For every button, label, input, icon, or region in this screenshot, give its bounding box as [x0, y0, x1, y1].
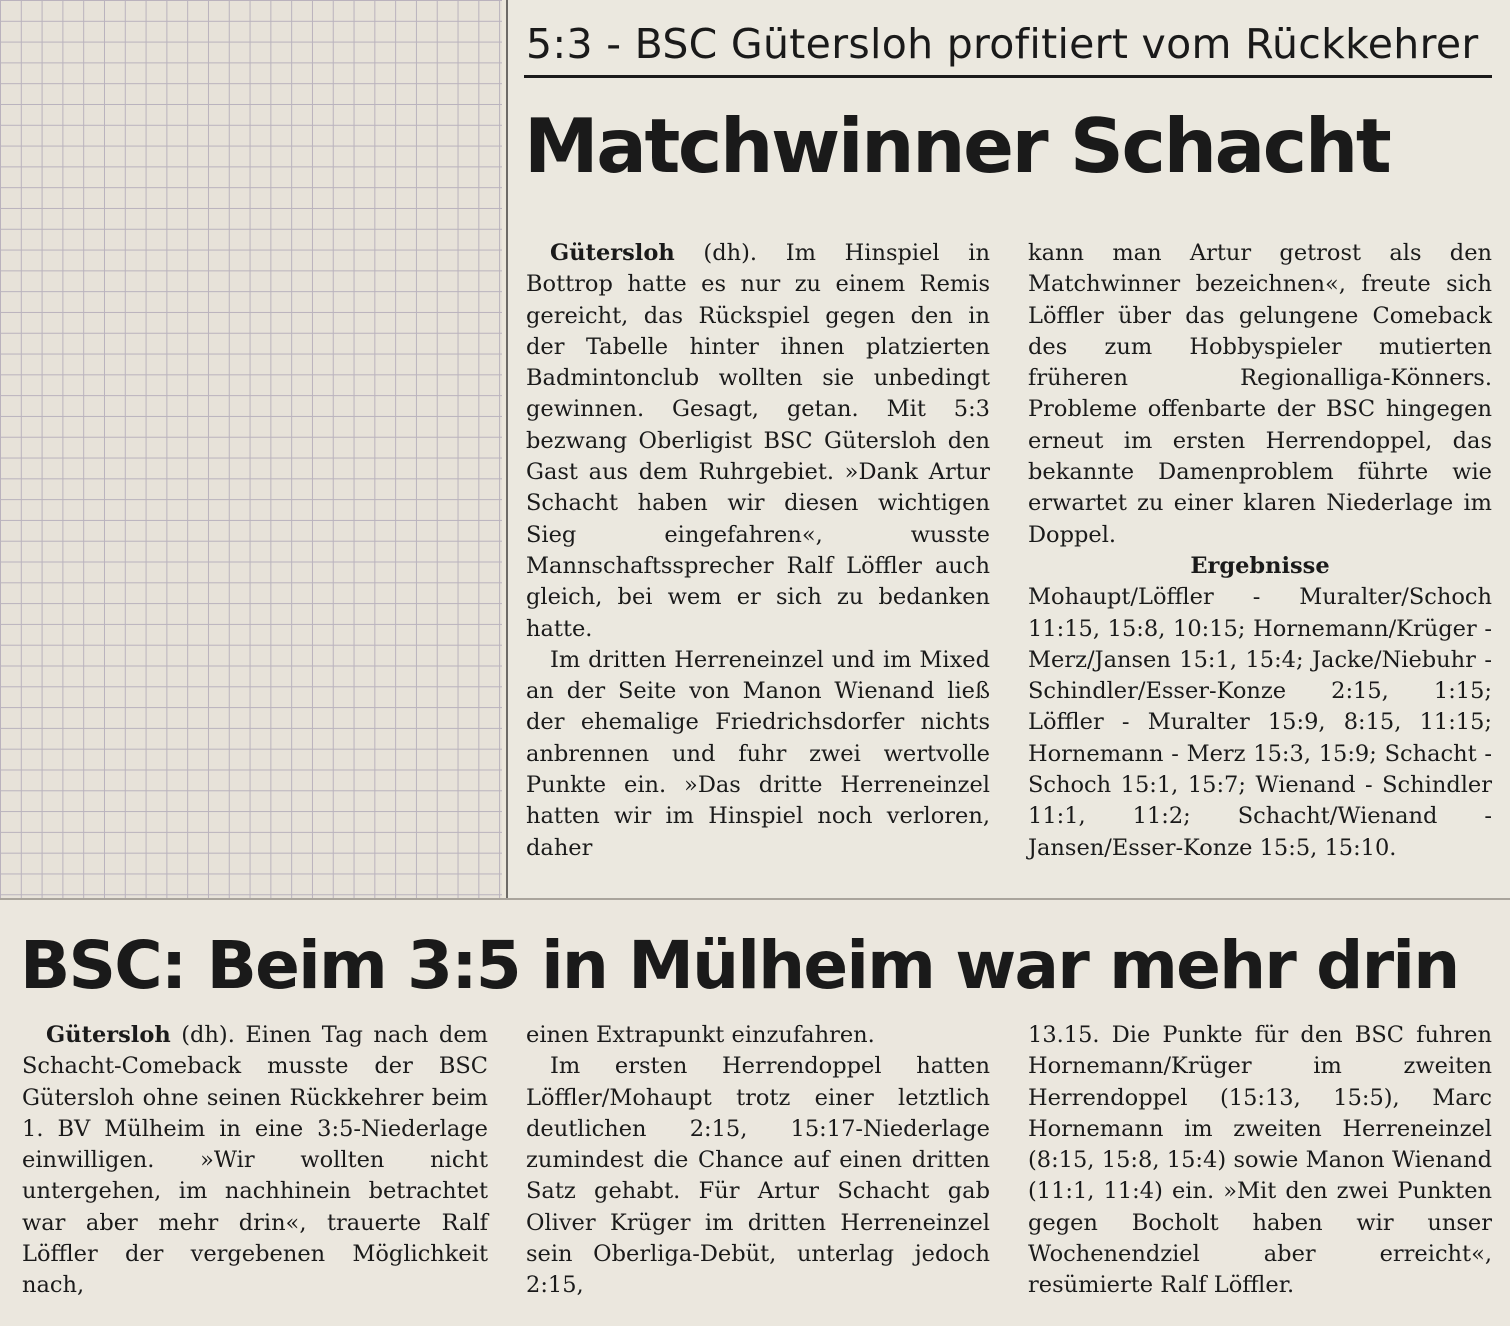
- dateline: Gütersloh: [550, 240, 675, 266]
- paragraph: [22, 1020, 488, 1302]
- kicker-top: 5:3 - BSC Gütersloh profitiert vom Rückkehrer: [526, 20, 1479, 68]
- article-top-column-1: [526, 238, 990, 864]
- article-bottom-column-1: [22, 1020, 488, 1302]
- paragraph: einen Extrapunkt einzufahren.: [526, 1022, 875, 1048]
- results-text: Mohaupt/Löffler - Muralter/Schoch 11:15, 15:8, 10:15; Hornemann/Krüger - Merz/Jansen 15:1, 15:4; Jacke/Niebuhr - Schindler/Esser-Konze 2:15, 1:15; Löffler - Muralter 15:9, 8:15, 11:15; Hornemann - Merz 15:3, 15:9; Schacht - Schoch 15:1, 15:7; Wienand - Schindler 11:1, 11:2; Schacht/Wienand - Jansen/Esser-Konze 15:5, 15:10.: [1028, 584, 1492, 861]
- paragraph: [526, 238, 990, 645]
- article-bottom-column-3: [1028, 1020, 1492, 1302]
- kicker-rule: [524, 75, 1492, 78]
- headline-top: Matchwinner Schacht: [524, 102, 1390, 190]
- results-heading: Ergebnisse: [1190, 552, 1330, 579]
- paragraph: Im ersten Herrendoppel hatten Löffler/Mohaupt trotz einer letztlich deutlichen 2:15, 15:17-Niederlage zumindest die Chance auf einen dritten Satz gehabt. Für Artur Schacht gab Oliver Krüger im dritten Herreneinzel sein Oberliga-Debüt, unterlag jedoch 2:15,: [526, 1053, 990, 1299]
- paragraph: 13.15. Die Punkte für den BSC fuhren Hornemann/Krüger im zweiten Herrendoppel (15:13, 15:5), Marc Hornemann im zweiten Herreneinzel (8:15, 15:8, 15:4) sowie Manon Wienand (11:1, 11:4) ein. »Mit den zwei Punkten gegen Bocholt haben wir unser Wochenendziel aber erreicht«, resümierte Ralf Löffler.: [1028, 1022, 1492, 1299]
- graph-paper-background: [0, 0, 502, 905]
- article-bottom-column-2: [526, 1020, 990, 1302]
- paragraph: Im dritten Herreneinzel und im Mixed an der Seite von Manon Wienand ließ der ehemalige Friedrichsdorfer nichts anbrennen und fuhr zwei wertvolle Punkte ein. »Das dritte Herreneinzel hatten wir im Hinspiel noch verloren, daher: [526, 646, 990, 861]
- dateline: Gütersloh: [46, 1022, 171, 1048]
- paragraph-text: (dh). Im Hinspiel in Bottrop hatte es nur zu einem Remis gereicht, das Rückspiel gegen den in der Tabelle hinter ihnen platzierten Badmintonclub wollten sie unbedingt gewinnen. Gesagt, getan. Mit 5:3 bezwang Oberligist BSC Gütersloh den Gast aus dem Ruhrgebiet. »Dank Artur Schacht haben wir diesen wichtigen Sieg eingefahren«, wusste Mannschaftssprecher Ralf Löffler auch gleich, bei wem er sich zu bedanken hatte.: [526, 240, 990, 642]
- article-top-column-2: [1028, 238, 1492, 864]
- paragraph: kann man Artur getrost als den Matchwinner bezeichnen«, freute sich Löffler über das gelungene Comeback des zum Hobbyspieler mutierten früheren Regionalliga-Könners. Probleme offenbarte der BSC hingegen erneut im ersten Herrendoppel, das bekannte Damenproblem führte wie erwartet zu einer klaren Niederlage im Doppel.: [1028, 240, 1492, 548]
- paragraph-text: (dh). Einen Tag nach dem Schacht-Comeback musste der BSC Gütersloh ohne seinen Rückkehrer beim 1. BV Mülheim in eine 3:5-Niederlage einwilligen. »Wir wollten nicht untergehen, im nachhinein betrachtet war aber mehr drin«, trauerte Ralf Löffler der vergebenen Möglichkeit nach,: [22, 1022, 488, 1299]
- headline-bottom: BSC: Beim 3:5 in Mülheim war mehr drin: [20, 927, 1459, 1004]
